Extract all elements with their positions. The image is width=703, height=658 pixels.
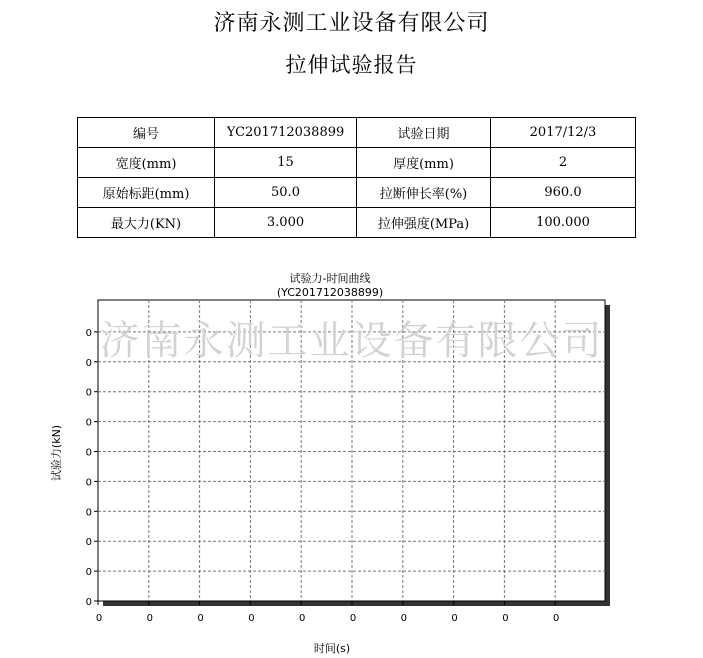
report-title: 拉伸试验报告	[285, 53, 418, 77]
x-tick-label: 0	[400, 613, 407, 624]
label-elongation: 拉断伸长率(%)	[357, 178, 491, 208]
label-gauge-length: 原始标距(mm)	[78, 178, 215, 208]
y-axis-ticks	[86, 328, 98, 608]
company-name: 济南永测工业设备有限公司	[213, 11, 490, 36]
label-thickness: 厚度(mm)	[357, 148, 491, 178]
watermark-text: 济南永测工业设备有限公司	[99, 318, 604, 364]
table-row	[78, 208, 636, 238]
y-tick-label: 0	[85, 477, 92, 489]
x-tick-label: 0	[349, 613, 357, 624]
value-width: 15	[215, 148, 357, 178]
value-thickness: 2	[491, 148, 636, 178]
table-row	[78, 148, 636, 178]
x-axis-label: 时间(s)	[313, 642, 351, 655]
label-test-date: 试验日期	[357, 118, 491, 148]
value-test-date: 2017/12/3	[491, 118, 636, 148]
y-tick-label: 0	[85, 357, 92, 369]
y-tick-label: 0	[85, 327, 92, 339]
label-width: 宽度(mm)	[78, 148, 215, 178]
y-tick-label: 0	[85, 507, 92, 519]
value-tensile-strength: 100.000	[491, 208, 636, 238]
x-tick-label: 0	[299, 613, 306, 624]
value-max-force: 3.000	[215, 208, 357, 238]
force-time-chart	[0, 260, 703, 658]
label-max-force: 最大力(KN)	[78, 208, 215, 238]
y-tick-label: 0	[85, 447, 92, 459]
y-tick-label: 0	[85, 567, 92, 579]
table-row	[78, 178, 636, 208]
label-tensile-strength: 拉伸强度(MPa)	[357, 208, 491, 238]
x-tick-label: 0	[146, 613, 153, 624]
test-info-table	[77, 117, 636, 238]
chart-subtitle: (YC201712038899)	[276, 286, 384, 299]
y-tick-label: 0	[85, 417, 92, 429]
table-row	[78, 118, 636, 148]
x-tick-label: 0	[197, 613, 204, 624]
label-sample-id: 编号	[78, 118, 215, 148]
y-axis-label: 试验力(kN)	[50, 424, 63, 482]
value-gauge-length: 50.0	[215, 178, 357, 208]
chart-title: 试验力-时间曲线	[289, 272, 371, 285]
value-elongation: 960.0	[491, 178, 636, 208]
y-tick-label: 0	[85, 537, 92, 549]
x-tick-label: 0	[248, 613, 255, 624]
x-tick-label: 0	[553, 613, 560, 624]
value-sample-id: YC201712038899	[215, 118, 357, 148]
y-tick-label: 0	[85, 387, 92, 399]
x-tick-label: 0	[502, 613, 509, 624]
x-tick-label: 0	[95, 613, 103, 624]
x-tick-label: 0	[451, 613, 458, 624]
y-tick-label: 0	[85, 597, 92, 608]
